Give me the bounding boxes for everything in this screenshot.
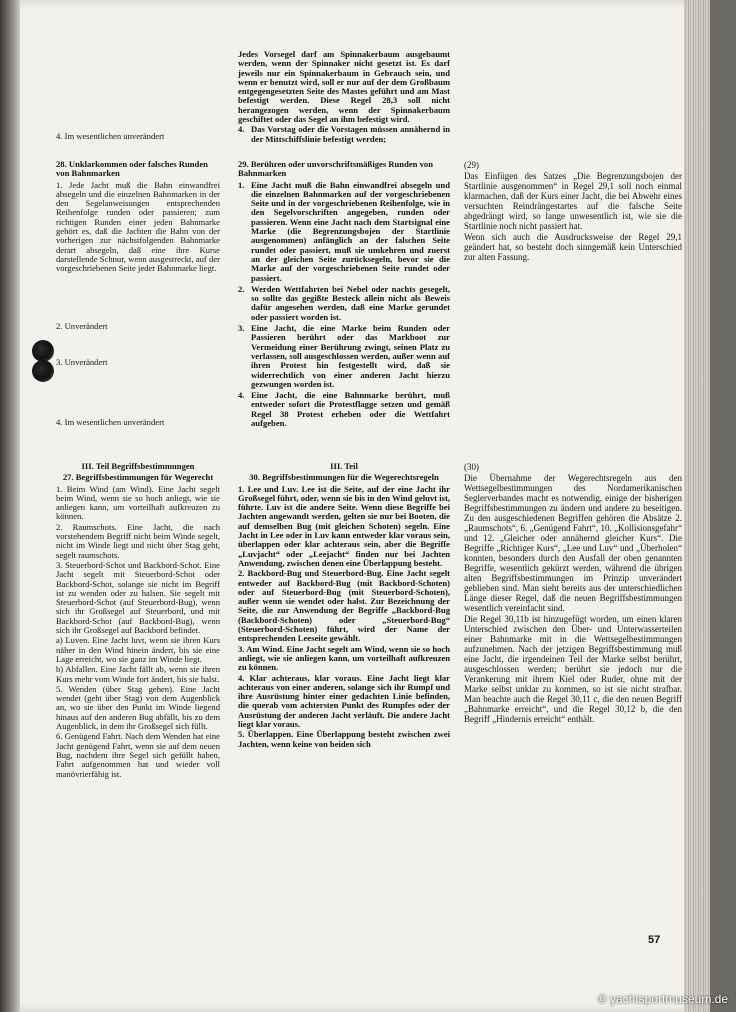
item-text: Werden Wettfahrten bei Nebel oder nachts gesegelt, so sollte das gegißte Besteck allein nicht als Beweis dafür angesehen werden, daß eine Marke gerundet oder passiert worden ist. xyxy=(251,283,450,322)
rule-28-4: 4. Im wesentlichen unverändert xyxy=(56,417,165,427)
note-30-heading: (30) xyxy=(464,462,479,472)
rule-29-1 xyxy=(238,181,450,283)
definition-3: 3. Steuerbord-Schot und Backbord-Schot. Eine Jacht segelt mit Steuerbord-Schot oder Backbord-Schot, solange sie nicht im Begriff ist zu wenden oder zu halsen. Sie segelt mit Steuerbord-Schot (auf Steuerbord-Bug), wenn sich ihr Großsegel auf Steuerbord, und mit Backbord-Schot (auf Backbord-Bug), wenn sich ihr Großsegel auf Backbord befindet. xyxy=(56,559,220,636)
note-30-text-2: Die Regel 30,11b ist hinzugefügt worden, um einen klaren Unterschied zwischen den Über- und Unterwasserteilen einer Bahnmarke mit in die Wettsegelbestimmungen aufzunehmen. Nach der jetzigen Begriffsbestimmung muß eine Jacht, die irgendeinen Teil der Marke selbst berührt, ausgeschlossen werden; berührt sie jedoch nur die Verankerung mit ihrem Kiel oder Ruder, ohne mit der Marke selbst unklar zu kommen, so ist sie nicht strafbar. Man beachte auch die Regel 30,11 c, die den neuen Begriff „Bahnmarke erreicht“, und die Regel 30,12 b, die den Begriff „Hindernis erreicht“ enthält. xyxy=(464,614,682,724)
item-4-unchanged: 4. Im wesentlichen unverändert xyxy=(56,131,165,141)
item-number: 4. xyxy=(238,124,245,135)
note-30 xyxy=(464,462,682,725)
column-middle-rule-29 xyxy=(238,160,450,430)
heading-rule-30: 30. Begriffsbestimmungen für die Wegerechtsregeln xyxy=(249,472,439,483)
rule-29-3 xyxy=(238,324,450,389)
part-3-heading: III. Teil Begriffsbestimmungen xyxy=(81,461,195,471)
item-text: Das Vorstag oder die Vorstagen müssen annähernd in der Mittschiffslinie befestigt werden; xyxy=(251,124,450,144)
item-text: Eine Jacht muß die Bahn einwandfrei absegeln und die einzelnen Bahnmarken auf der vorgeschriebenen Seite und in der vorgeschriebenen Reihenfolge, wie in den Segelvorschriften angegeben, runden oder passieren. Wenn eine Jacht nach dem Startsignal eine Marke (die Begrenzungsbojen der Startlinie ausgenommen) anfänglich an der falschen Seite rundet oder passiert, muß sie umkehren und zuerst an der gleichen Seite zurücksegeln, bevor sie die Marke auf der vorgeschriebenen Seite rundet oder passiert. xyxy=(251,179,450,283)
item-number: 4. xyxy=(238,390,245,401)
column-middle-definitions xyxy=(238,462,450,750)
column-left-top xyxy=(56,132,220,142)
column-left-definitions xyxy=(56,462,220,780)
definition-30-3: 3. Am Wind. Eine Jacht segelt am Wind, wenn sie so hoch anliegt, wie sie anliegen kann, um vorteilhaft aufkreuzen zu können. xyxy=(238,643,450,673)
rule-29-4 xyxy=(238,391,450,428)
definition-4a: a) Luven. Eine Jacht luvt, wenn sie ihren Kurs näher in den Wind hinein ändert, bis sie eine Lage erreicht, wo sie ganz im Winde liegt. xyxy=(56,635,220,664)
rule-28-3-text: Jedes Vorsegel darf am Spinnakerbaum ausgebaumt werden, wenn der Spinnaker nicht gesetzt ist. Es darf jeweils nur ein Spinnakerbaum in Gebrauch sein, und wenn er benutzt wird, soll er nur auf der dem Großbaum entgegengesetzten Seite des Mastes geführt und am Mast befestigt werden. Diese Regel 28,3 soll nicht herangezogen werden, wenn der Spinnakerbaum geschiftet oder das Segel an ihm befestigt wird. xyxy=(238,49,450,125)
rule-29-2 xyxy=(238,285,450,322)
definition-5: 5. Wenden (über Stag gehen). Eine Jacht wendet (geht über Stag) von dem Augenblick an, wo sie über den Punkt im Winde liegend hinaus auf den anderen Bug abfällt, bis zu dem Augenblick, in dem ihr Großsegel sich füllt. xyxy=(56,683,220,732)
binder-ring xyxy=(32,340,54,362)
binder-ring xyxy=(32,360,54,382)
note-29-text-2: Wenn sich auch die Ausdrucksweise der Regel 29,1 geändert hat, so besteht doch sinngemäß kein Unterschied zur alten Fassung. xyxy=(464,232,682,262)
heading-rule-28: 28. Unklarkommen oder falsches Runden von Bahnmarken xyxy=(56,159,208,179)
page-number: 57 xyxy=(648,934,661,946)
column-left-rule-28 xyxy=(56,160,220,275)
item-number: 1. xyxy=(238,179,245,190)
item-text: Eine Jacht, die eine Bahnmarke berührt, muß entweder sofort die Protestflagge setzen und gemäß Regel 38 Protest erheben oder die Wettfahrt aufgeben. xyxy=(251,390,450,429)
definition-6: 6. Genügend Fahrt. Nach dem Wenden hat eine Jacht genügend Fahrt, wenn sie auf dem neuen Bug, nachdem ihre Segel sich gefüllt haben, Fahrt aufgenommen hat und wieder voll manövrierfähig ist. xyxy=(56,731,220,779)
item-text: Eine Jacht, die eine Marke beim Runden oder Passieren berührt oder das Markboot zur Vermeidung einer Berührung zwingt, seinen Platz zu verlassen, soll ausgeschlossen werden, außer wenn auf ihren Protest hin festgestellt wird, daß sie widerrechtlich von einer anderen Jacht hierzu gezwungen worden ist. xyxy=(251,323,450,389)
binding-shadow xyxy=(0,0,20,1012)
definition-4b: b) Abfallen. Eine Jacht fällt ab, wenn sie ihren Kurs mehr vom Winde fort ändert, bis sie halst. xyxy=(56,664,220,684)
item-number: 3. xyxy=(238,323,245,334)
rule-28-3: 3. Unverändert xyxy=(56,357,108,367)
definition-30-2: 2. Backbord-Bug und Steuerbord-Bug. Eine Jacht segelt entweder auf Backbord-Bug (mit Backbord-Schoten) oder auf Steuerbord-Bug (mit Steuerbord-Schoten), außer wenn sie wendet oder halst. Zur Bezeichnung der Seite, die zur Anwendung der Begriffe „Backbord-Bug (Backbord-Schoten) oder „Steuerbord-Bug“ (Steuerbord-Schoten) führt, wird der Name der entsprechenden Leeseite gewählt. xyxy=(238,568,450,644)
book-page xyxy=(20,0,710,1012)
watermark: © yachtsportmuseum.de xyxy=(597,992,728,1006)
definition-30-4: 4. Klar achteraus, klar voraus. Eine Jacht liegt klar achteraus von einer anderen, solange sich ihr Rumpf und ihre Ausrüstung hinter einer gedachten Linie befinden, die querab vom achtersten Punkt des Rumpfes oder der Ausrüstung der anderen Jacht verläuft. Die andere Jacht liegt klar voraus. xyxy=(238,672,450,730)
heading-rule-29: 29. Berühren oder unvorschriftsmäßiges Runden von Bahnmarken xyxy=(238,159,433,179)
heading-rule-27: 27. Begriffsbestimmungen für Wegerecht xyxy=(62,472,214,483)
definition-1: 1. Beim Wind (am Wind). Eine Jacht segelt beim Wind, wenn sie so hoch anliegt, wie sie anliegen kann, um vorteilhaft aufkreuzen zu können. xyxy=(56,483,220,522)
note-29-text: Das Einfügen des Satzes „Die Begrenzungsbojen der Startlinie ausgenommen“ in Regel 29,1 soll noch einmal klarmachen, daß der Kurs einer Jacht, die bei Abwehr eines versuchten Reindrängestartes auf die falsche Seite abgedrängt wird, so lange unwesentlich ist, wie sie die Startlinie noch nicht passiert hat. xyxy=(464,171,682,231)
note-29 xyxy=(464,160,682,263)
definition-2: 2. Raumschots. Eine Jacht, die nach vorstehendem Begriff nicht beim Winde segelt, nicht im Winde liegt und nicht über Stag geht, segelt raumschots. xyxy=(56,521,220,560)
item-number: 2. xyxy=(238,283,245,294)
rule-28-4-item xyxy=(238,125,450,144)
page-edges xyxy=(684,0,710,1012)
column-middle-top xyxy=(238,50,450,146)
definition-30-1: 1. Lee und Luv. Lee ist die Seite, auf der eine Jacht ihr Großsegel führt, oder, wenn sie bis in den Wind geluvt ist, führte. Luv ist die andere Seite. Wenn diese Begriffe bei Jachten angewandt werden, gelten sie nur bei Booten, die auf demselben Bug (mit gleichen Schoten) segeln. Eine Jacht in Lee oder in Luv kann entweder klar voraus sein, überlappen oder klar achteraus sein, aber die Begriffe „Luvjacht“ oder „Leejacht“ finden nur bei Jachten Anwendung, zwischen denen eine Überlappung besteht. xyxy=(238,483,450,568)
rule-28-1: 1. Jede Jacht muß die Bahn einwandfrei absegeln und die einzelnen Bahnmarken in der den Segelanweisungen entsprechenden Reihenfolge runden oder passieren; zum richtigen Runden einer jeden Bahnmarke gehört es, daß die Jachten die Bahn von der vorherigen zur nächstfolgenden Bahnmarke derart absegeln, daß eine ihre Kurse darstellende Schnur, wenn ausgestreckt, auf der vorgeschriebenen Seite jeder Bahnmarke liegt. xyxy=(56,179,220,274)
definition-30-5: 5. Überlappen. Eine Überlappung besteht zwischen zwei Jachten, wenn keine von beiden sich xyxy=(238,729,450,749)
note-29-heading: (29) xyxy=(464,160,479,170)
part-3-heading: III. Teil xyxy=(330,461,358,471)
rule-28-2: 2. Unverändert xyxy=(56,321,108,331)
note-30-text: Die Übernahme der Wegerechtsregeln aus den Wettsegelbestimmungen des Nordamerikanischen Seglerverbandes macht es notwendig, einige der bisherigen Begriffsbestimmungen zu ändern und andere zu beseitigen. Zu den ausgeschiedenen Begriffen gehören die Absätze 2. „Raumschots“, 6. „Genügend Fahrt“, 10. „Kollisionsgefahr“ und 12. „Gleicher oder annähernd gleicher Kurs“. Die Begriffe „Richtiger Kurs“, „Lee und Luv“ und „Überholen“ konnten, besonders durch den Ausfall der oben genannten Begriffe, wesentlich gekürzt werden, während die übrigen alten Begriffsbestimmungen im Prinzip unverändert geblieben sind. Man sieht bereits aus der unterschiedlichen Länge dieser Regel, daß die neuen Begriffsbestimmungen wesentlich vereinfacht sind. xyxy=(464,473,682,613)
